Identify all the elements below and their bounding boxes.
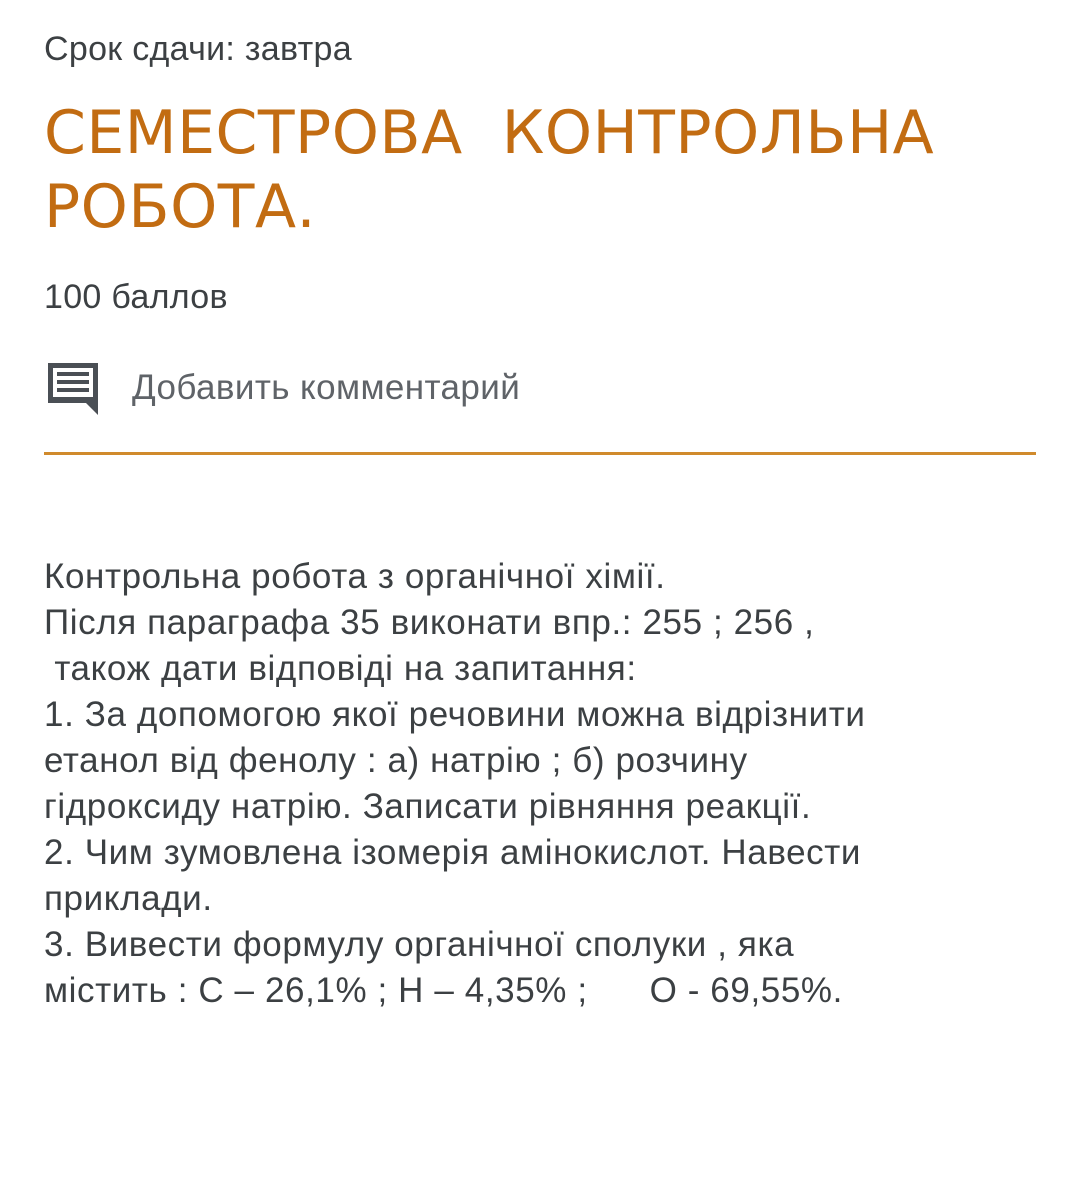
add-comment-button[interactable] [44,352,744,424]
assignment-title: СЕМЕСТРОВА КОНТРОЛЬНА РОБОТА. [44,98,954,242]
points-label: 100 баллов [44,278,228,316]
description-line: Після параграфа 35 виконати впр.: 255 ; 256 , [44,603,815,642]
due-date: Срок сдачи: завтра [44,30,352,68]
description-line: етанол від фенолу : а) натрію ; б) розчину [44,741,748,780]
description-line: містить : С – 26,1% ; Н – 4,35% ; О - 69,55%. [44,971,843,1010]
description-line: Контрольна робота з органічної хімії. [44,557,666,596]
section-divider [44,452,1036,455]
description-line: також дати відповіді на запитання: [44,649,637,688]
description-line: 2. Чим зумовлена ізомерія амінокислот. Навести [44,833,862,872]
description-line: приклади. [44,879,213,918]
add-comment-label: Добавить комментарий [132,368,521,407]
description-line: гідроксиду натрію. Записати рівняння реакції. [44,787,812,826]
comment-icon [44,356,106,420]
description-line: 3. Вивести формулу органічної сполуки , яка [44,925,795,964]
description-line: 1. За допомогою якої речовини можна відрізнити [44,695,866,734]
assignment-description [44,554,1044,1014]
